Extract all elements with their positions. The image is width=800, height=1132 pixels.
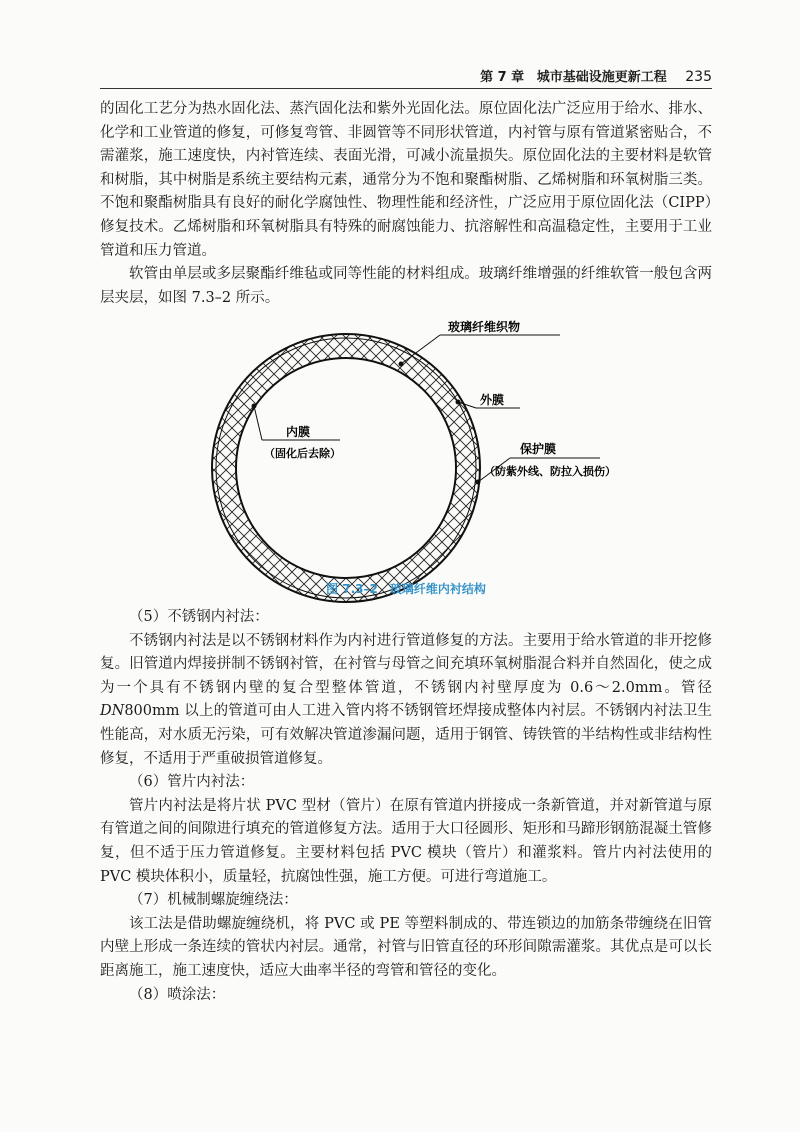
figure-caption <box>100 580 712 597</box>
liner-diagram <box>100 320 712 610</box>
running-header <box>100 66 712 86</box>
label-glass-fiber: 玻璃纤维织物 <box>448 320 521 334</box>
label-protective-film: 保护膜 <box>520 442 557 456</box>
chapter-title: 城市基础设施更新工程 <box>536 70 667 85</box>
paragraph-hose-material: 软管由单层或多层聚酯纤维毡或同等性能的材料组成。玻璃纤维增强的纤维软管一般包含两层夹层，如图 7.3–2 所示。 <box>100 266 712 306</box>
section-6-body: 管片内衬法是将片状 PVC 型材（管片）在原有管道内拼接成一条新管道，并对新管道与原有管道之间的间隙进行填充的管道修复方法。适用于大口径圆形、矩形和马蹄形钢筋混凝土管修复，但不适于压力管道修复。主要材料包括 PVC 模块（管片）和灌浆料。管片内衬法使用的 PVC 模块体积小，质量轻，抗腐蚀性强，施工方便。可进行弯道施工。 <box>100 797 712 885</box>
section-6-heading: （6）管片内衬法： <box>129 774 255 791</box>
label-inner-film: 内膜 <box>286 425 311 439</box>
caption-number: 图 7.3–2 <box>326 582 378 596</box>
section-7-heading: （7）机械制螺旋缠绕法： <box>129 892 298 909</box>
section-5-heading: （5）不锈钢内衬法： <box>129 609 269 625</box>
label-inner-film-note: （固化后去除） <box>264 447 341 460</box>
section-8-heading: （8）喷涂法： <box>129 986 226 1003</box>
paragraph-curing-methods: 的固化工艺分为热水固化法、蒸汽固化法和紫外光固化法。原位固化法广泛应用于给水、排水、化学和工业管道的修复，可修复弯管、非圆管等不同形状管道，内衬管与原有管道紧密贴合，不需灌浆，施工速度快，内衬管连续、表面光滑，可减小流量损失。原位固化法的主要材料是软管和树脂，其中树脂是系统主要结构元素，通常分为不饱和聚酯树脂、乙烯树脂和环氧树脂三类。不饱和聚酯树脂具有良好的耐化学腐蚀性、物理性能和经济性，广泛应用于原位固化法（CIPP）修复技术。乙烯树脂和环氧树脂具有特殊的耐腐蚀能力、抗溶解性和高温稳定性，主要用于工业管道和压力管道。 <box>100 101 712 259</box>
methods-text <box>100 606 712 1007</box>
caption-text: 玻璃纤维内衬结构 <box>389 582 486 596</box>
page-number: 235 <box>685 69 712 85</box>
section-7-body: 该工法是借助螺旋缠绕机，将 PVC 或 PE 等塑料制成的、带连锁边的加筋条带缠绕在旧管内壁上形成一条连续的管状内衬层。通常，衬管与旧管直径的环形间隙需灌浆。其优点是可以长距离施工，施工速度快，适应大曲率半径的弯管和管径的变化。 <box>100 915 712 979</box>
section-5-body: 不锈钢内衬法是以不锈钢材料作为内衬进行管道修复的方法。主要用于给水管道的非开挖修复。旧管道内焊接拼制不锈钢衬管，在衬管与母管之间充填环氧树脂混合料并自然固化，使之成为一个具有不锈钢内壁的复合型整体管道，不锈钢内衬壁厚度为 0.6～2.0mm。管径 DN800mm 以上的管道可由人工进入管内将不锈钢管坯焊接成整体内衬层。不锈钢内衬法卫生性能高，对水质无污染，可有效解决管道渗漏问题，适用于钢管、铸铁管的半结构性或非结构性修复，不适用于严重破损管道修复。 <box>100 632 712 767</box>
header-divider <box>100 88 712 89</box>
label-protective-film-note: （防紫外线、防拉入损伤） <box>484 465 616 478</box>
intro-text <box>100 98 712 310</box>
label-outer-film: 外膜 <box>480 393 505 407</box>
chapter-number: 第 7 章 <box>480 70 525 85</box>
liner-structure-figure <box>100 320 712 610</box>
